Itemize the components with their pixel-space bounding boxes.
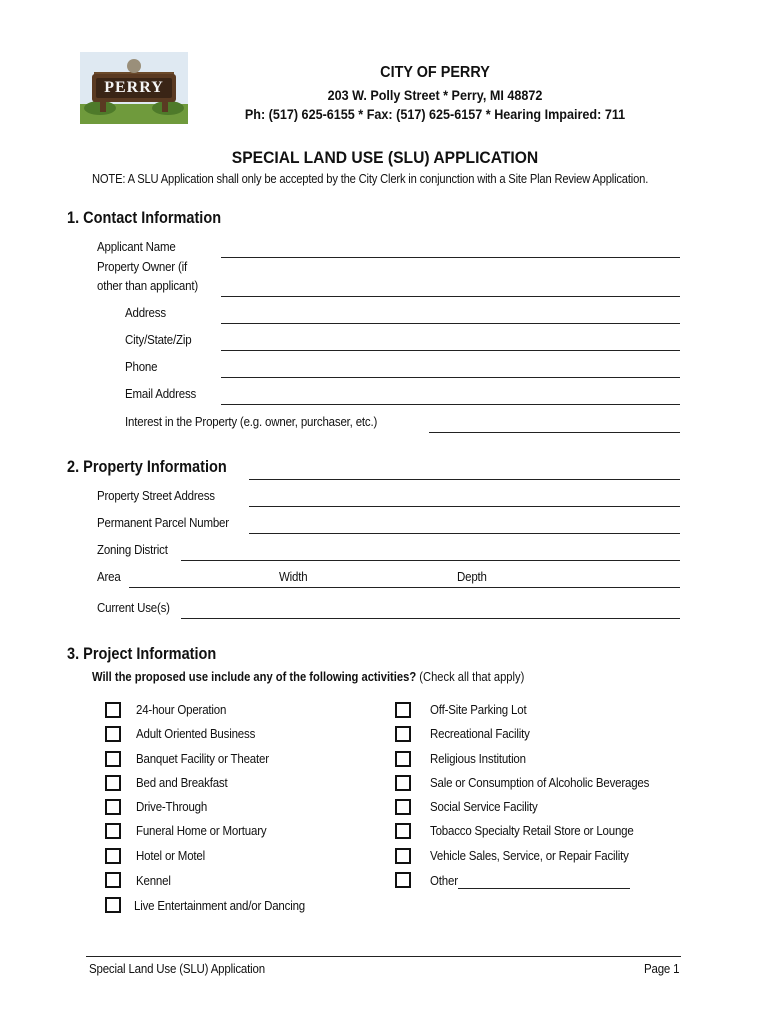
option-banquet-facility: Banquet Facility or Theater bbox=[136, 752, 269, 766]
checkbox-vehicle-sales[interactable] bbox=[395, 848, 411, 864]
parcel-number-field[interactable] bbox=[249, 533, 680, 534]
city-address: 203 W. Polly Street * Perry, MI 48872 bbox=[327, 87, 543, 103]
checkbox-adult-oriented-business[interactable] bbox=[105, 726, 121, 742]
project-section-heading: 3. Project Information bbox=[67, 645, 217, 663]
footer-document-name: Special Land Use (SLU) Application bbox=[89, 962, 265, 976]
property-owner-label-1: Property Owner (if bbox=[97, 260, 188, 274]
submission-note: NOTE: A SLU Application shall only be accepted by the City Clerk in conjunction with a Site Plan Review Application. bbox=[92, 171, 649, 186]
checkbox-tobacco-retail[interactable] bbox=[395, 823, 411, 839]
phone-label: Phone bbox=[125, 360, 158, 374]
address-field[interactable] bbox=[221, 323, 680, 324]
option-kennel: Kennel bbox=[136, 874, 171, 888]
checkbox-banquet-facility[interactable] bbox=[105, 751, 121, 767]
footer-page-number: Page 1 bbox=[644, 962, 680, 976]
option-recreational-facility: Recreational Facility bbox=[430, 727, 530, 741]
checkbox-funeral-home[interactable] bbox=[105, 823, 121, 839]
option-tobacco-retail: Tobacco Specialty Retail Store or Lounge bbox=[430, 824, 634, 838]
option-bed-and-breakfast: Bed and Breakfast bbox=[136, 776, 228, 790]
option-funeral-home: Funeral Home or Mortuary bbox=[136, 824, 267, 838]
city-state-zip-label: City/State/Zip bbox=[125, 333, 192, 347]
checkbox-other[interactable] bbox=[395, 872, 411, 888]
checkbox-off-site-parking[interactable] bbox=[395, 702, 411, 718]
parcel-number-label: Permanent Parcel Number bbox=[97, 516, 229, 530]
logo-text: PERRY bbox=[104, 79, 164, 96]
option-adult-oriented-business: Adult Oriented Business bbox=[136, 727, 256, 741]
option-vehicle-sales: Vehicle Sales, Service, or Repair Facility bbox=[430, 849, 629, 863]
activities-question-text: Will the proposed use include any of the following activities? bbox=[92, 669, 417, 684]
checkbox-religious-institution[interactable] bbox=[395, 751, 411, 767]
interest-field[interactable] bbox=[429, 432, 680, 433]
zoning-district-label: Zoning District bbox=[97, 543, 168, 557]
checkbox-hotel-motel[interactable] bbox=[105, 848, 121, 864]
option-24-hour-operation: 24-hour Operation bbox=[136, 703, 227, 717]
option-drive-through: Drive-Through bbox=[136, 800, 208, 814]
interest-label: Interest in the Property (e.g. owner, purchaser, etc.) bbox=[125, 415, 378, 429]
city-name: CITY OF PERRY bbox=[380, 64, 490, 81]
width-label: Width bbox=[279, 570, 308, 584]
footer-divider bbox=[86, 956, 681, 957]
city-logo bbox=[80, 52, 188, 124]
option-alcoholic-beverages: Sale or Consumption of Alcoholic Beverages bbox=[430, 776, 650, 790]
email-field[interactable] bbox=[221, 404, 680, 405]
current-use-field[interactable] bbox=[181, 618, 680, 619]
current-use-label: Current Use(s) bbox=[97, 601, 170, 615]
checkbox-drive-through[interactable] bbox=[105, 799, 121, 815]
property-owner-field[interactable] bbox=[221, 296, 680, 297]
applicant-name-field[interactable] bbox=[221, 257, 680, 258]
activities-question-note: (Check all that apply) bbox=[419, 669, 525, 684]
address-label: Address bbox=[125, 306, 166, 320]
property-section-heading: 2. Property Information bbox=[67, 458, 227, 476]
area-field[interactable] bbox=[129, 587, 680, 588]
activities-question bbox=[92, 669, 524, 684]
property-street-field[interactable] bbox=[249, 506, 680, 507]
checkbox-bed-and-breakfast[interactable] bbox=[105, 775, 121, 791]
option-hotel-motel: Hotel or Motel bbox=[136, 849, 206, 863]
checkbox-social-service[interactable] bbox=[395, 799, 411, 815]
applicant-name-label: Applicant Name bbox=[97, 240, 176, 254]
depth-label: Depth bbox=[457, 570, 487, 584]
checkbox-24-hour-operation[interactable] bbox=[105, 702, 121, 718]
area-label: Area bbox=[97, 570, 121, 584]
checkbox-kennel[interactable] bbox=[105, 872, 121, 888]
option-social-service: Social Service Facility bbox=[430, 800, 538, 814]
city-state-zip-field[interactable] bbox=[221, 350, 680, 351]
option-religious-institution: Religious Institution bbox=[430, 752, 526, 766]
checkbox-recreational-facility[interactable] bbox=[395, 726, 411, 742]
checkbox-alcoholic-beverages[interactable] bbox=[395, 775, 411, 791]
property-heading-line bbox=[249, 479, 680, 480]
option-off-site-parking: Off-Site Parking Lot bbox=[430, 703, 527, 717]
property-street-label: Property Street Address bbox=[97, 489, 215, 503]
zoning-district-field[interactable] bbox=[181, 560, 680, 561]
option-other: Other bbox=[430, 874, 458, 888]
contact-section-heading: 1. Contact Information bbox=[67, 209, 222, 227]
page-title: SPECIAL LAND USE (SLU) APPLICATION bbox=[231, 148, 539, 167]
checkbox-live-entertainment[interactable] bbox=[105, 897, 121, 913]
city-contact: Ph: (517) 625-6155 * Fax: (517) 625-6157 * Hearing Impaired: 711 bbox=[244, 106, 626, 122]
email-label: Email Address bbox=[125, 387, 197, 401]
property-owner-label-2: other than applicant) bbox=[97, 279, 198, 293]
option-live-entertainment: Live Entertainment and/or Dancing bbox=[134, 899, 306, 913]
phone-field[interactable] bbox=[221, 377, 680, 378]
other-specify-field[interactable] bbox=[458, 888, 630, 889]
